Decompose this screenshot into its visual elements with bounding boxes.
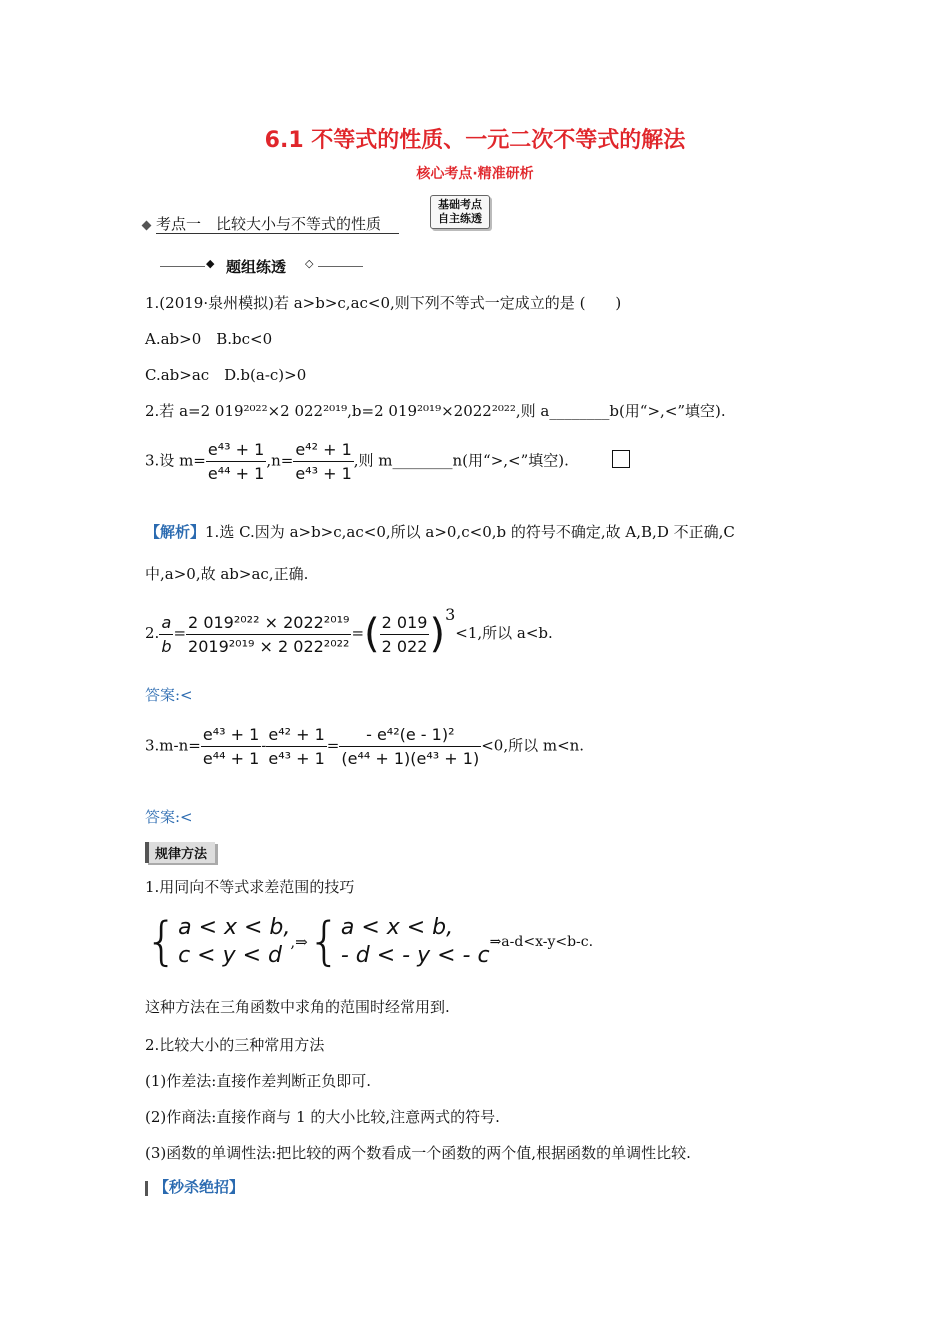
f3-numerator: - e⁴²(e - 1)² bbox=[339, 725, 481, 747]
right-paren: ) bbox=[429, 611, 446, 657]
method-2-item1: (1)作差法:直接作差判断正负即可. bbox=[145, 1072, 372, 1090]
inequality-systems bbox=[145, 912, 593, 972]
q3-suffix: ,则 m________n(用“>,<”填空). bbox=[353, 451, 569, 470]
s3-eq: = bbox=[326, 736, 340, 755]
big-numerator: 2 019²⁰²² × 2022²⁰¹⁹ bbox=[186, 613, 351, 635]
divider-left bbox=[160, 266, 205, 267]
f1-denominator: e⁴⁴ + 1 bbox=[202, 749, 260, 768]
f3-fraction bbox=[339, 725, 481, 768]
kaodian-label: 考点一 bbox=[156, 215, 202, 233]
f1-numerator: e⁴³ + 1 bbox=[201, 725, 261, 747]
f2-fraction bbox=[266, 725, 326, 768]
section-tzl: 题组练透 bbox=[226, 258, 287, 276]
bar-icon bbox=[145, 1181, 148, 1196]
ab-denominator: b bbox=[161, 636, 172, 656]
q3-mid: ,n= bbox=[266, 451, 294, 470]
page-title: 6.1 不等式的性质、一元二次不等式的解法 bbox=[264, 128, 686, 153]
q1-stem: 1.(2019·泉州模拟)若 a>b>c,ac<0,则下列不等式一定成立的是 ( ) bbox=[145, 294, 622, 312]
jichu-badge bbox=[430, 195, 490, 229]
kaodian-heading bbox=[143, 213, 399, 234]
left-brace: { bbox=[145, 912, 179, 972]
divider-right bbox=[318, 266, 363, 267]
method-2-title: 2.比较大小的三种常用方法 bbox=[145, 1036, 325, 1054]
paren-fraction bbox=[380, 613, 430, 656]
system1-row1: a < x < b, bbox=[178, 915, 291, 940]
s2-prefix: 2. bbox=[145, 624, 160, 642]
s3-minus: - bbox=[261, 736, 267, 755]
diamond-icon: ◆ bbox=[206, 257, 215, 270]
method-2-item3: (3)函数的单调性法:把比较的两个数看成一个函数的两个值,根据函数的单调性比较. bbox=[145, 1144, 691, 1162]
m-numerator: e⁴³ + 1 bbox=[206, 440, 266, 462]
s3-suffix: <0,所以 m<n. bbox=[481, 736, 585, 755]
s2-exponent: 3 bbox=[445, 605, 456, 624]
jiexi-line2: 中,a>0,故 ab>ac,正确. bbox=[145, 565, 309, 583]
system1-row2: c < y < d bbox=[178, 943, 283, 968]
jiexi-text1: 1.选 C.因为 a>b>c,ac<0,所以 a>0,c<0,b 的符号不确定,故 A,B,D 不正确,C bbox=[205, 523, 735, 541]
method-1-title: 1.用同向不等式求差范围的技巧 bbox=[145, 878, 355, 896]
f3-denominator: (e⁴⁴ + 1)(e⁴³ + 1) bbox=[341, 749, 480, 768]
badge-line2: 自主练透 bbox=[438, 212, 482, 225]
method-2-item2: (2)作商法:直接作商与 1 的大小比较,注意两式的符号. bbox=[145, 1108, 500, 1126]
big-fraction bbox=[186, 613, 351, 656]
answer-2: 答案:< bbox=[145, 686, 193, 704]
ab-numerator: a bbox=[159, 613, 173, 635]
answer-box[interactable] bbox=[612, 449, 630, 468]
s2-suffix: <1,所以 a<b. bbox=[455, 624, 553, 642]
system-1 bbox=[178, 914, 290, 970]
system-result: ⇒a-d<x-y<b-c. bbox=[489, 934, 594, 950]
diamond-icon: ◇ bbox=[305, 257, 314, 270]
guilv-heading: 规律方法 bbox=[145, 842, 215, 863]
diamond-icon bbox=[142, 220, 152, 230]
big-denominator: 2019²⁰¹⁹ × 2 022²⁰²² bbox=[188, 636, 350, 656]
q1-options-ab: A.ab>0 B.bc<0 bbox=[145, 330, 273, 348]
jiexi-line1 bbox=[145, 521, 735, 542]
n-denominator: e⁴³ + 1 bbox=[295, 464, 352, 483]
n-numerator: e⁴² + 1 bbox=[293, 440, 353, 462]
ab-fraction bbox=[159, 613, 173, 656]
badge-line1: 基础考点 bbox=[438, 198, 482, 211]
s3-prefix: 3.m-n= bbox=[145, 736, 201, 755]
q1-options-cd: C.ab>ac D.b(a-c)>0 bbox=[145, 366, 307, 384]
system2-row1: a < x < b, bbox=[340, 915, 454, 940]
m-denominator: e⁴⁴ + 1 bbox=[207, 464, 265, 483]
s2-eq2: = bbox=[351, 624, 365, 642]
answer-3: 答案:< bbox=[145, 808, 193, 826]
n-fraction bbox=[293, 440, 353, 483]
left-brace: { bbox=[307, 912, 341, 972]
f2-numerator: e⁴² + 1 bbox=[266, 725, 326, 747]
implies-arrow: ,⇒ bbox=[290, 933, 308, 951]
q3-stem bbox=[145, 440, 569, 483]
solution-3 bbox=[145, 725, 584, 768]
q3-prefix: 3.设 m= bbox=[145, 451, 206, 470]
kaodian-text: 比较大小与不等式的性质 bbox=[216, 215, 382, 233]
f1-fraction bbox=[201, 725, 261, 768]
solution-2 bbox=[145, 605, 553, 657]
paren-numerator: 2 019 bbox=[380, 613, 430, 635]
m-fraction bbox=[206, 440, 266, 483]
miaosha-label: 【秒杀绝招】 bbox=[154, 1178, 245, 1196]
f2-denominator: e⁴³ + 1 bbox=[268, 749, 325, 768]
paren-denominator: 2 022 bbox=[381, 636, 428, 656]
left-paren: ( bbox=[364, 611, 380, 657]
system2-row2: - d < - y < - c bbox=[340, 943, 490, 968]
system-2 bbox=[341, 914, 490, 970]
square-icon bbox=[612, 450, 630, 468]
q2-stem: 2.若 a=2 019²⁰²²×2 022²⁰¹⁹,b=2 019²⁰¹⁹×2022²⁰²²,则 a________b(用“>,<”填空). bbox=[145, 402, 726, 420]
method-1-note: 这种方法在三角函数中求角的范围时经常用到. bbox=[145, 998, 450, 1016]
jiexi-label: 【解析】 bbox=[145, 523, 206, 541]
page-subtitle: 核心考点·精准研析 bbox=[416, 166, 534, 182]
miaosha-heading bbox=[145, 1176, 244, 1197]
s2-eq: = bbox=[173, 624, 187, 642]
